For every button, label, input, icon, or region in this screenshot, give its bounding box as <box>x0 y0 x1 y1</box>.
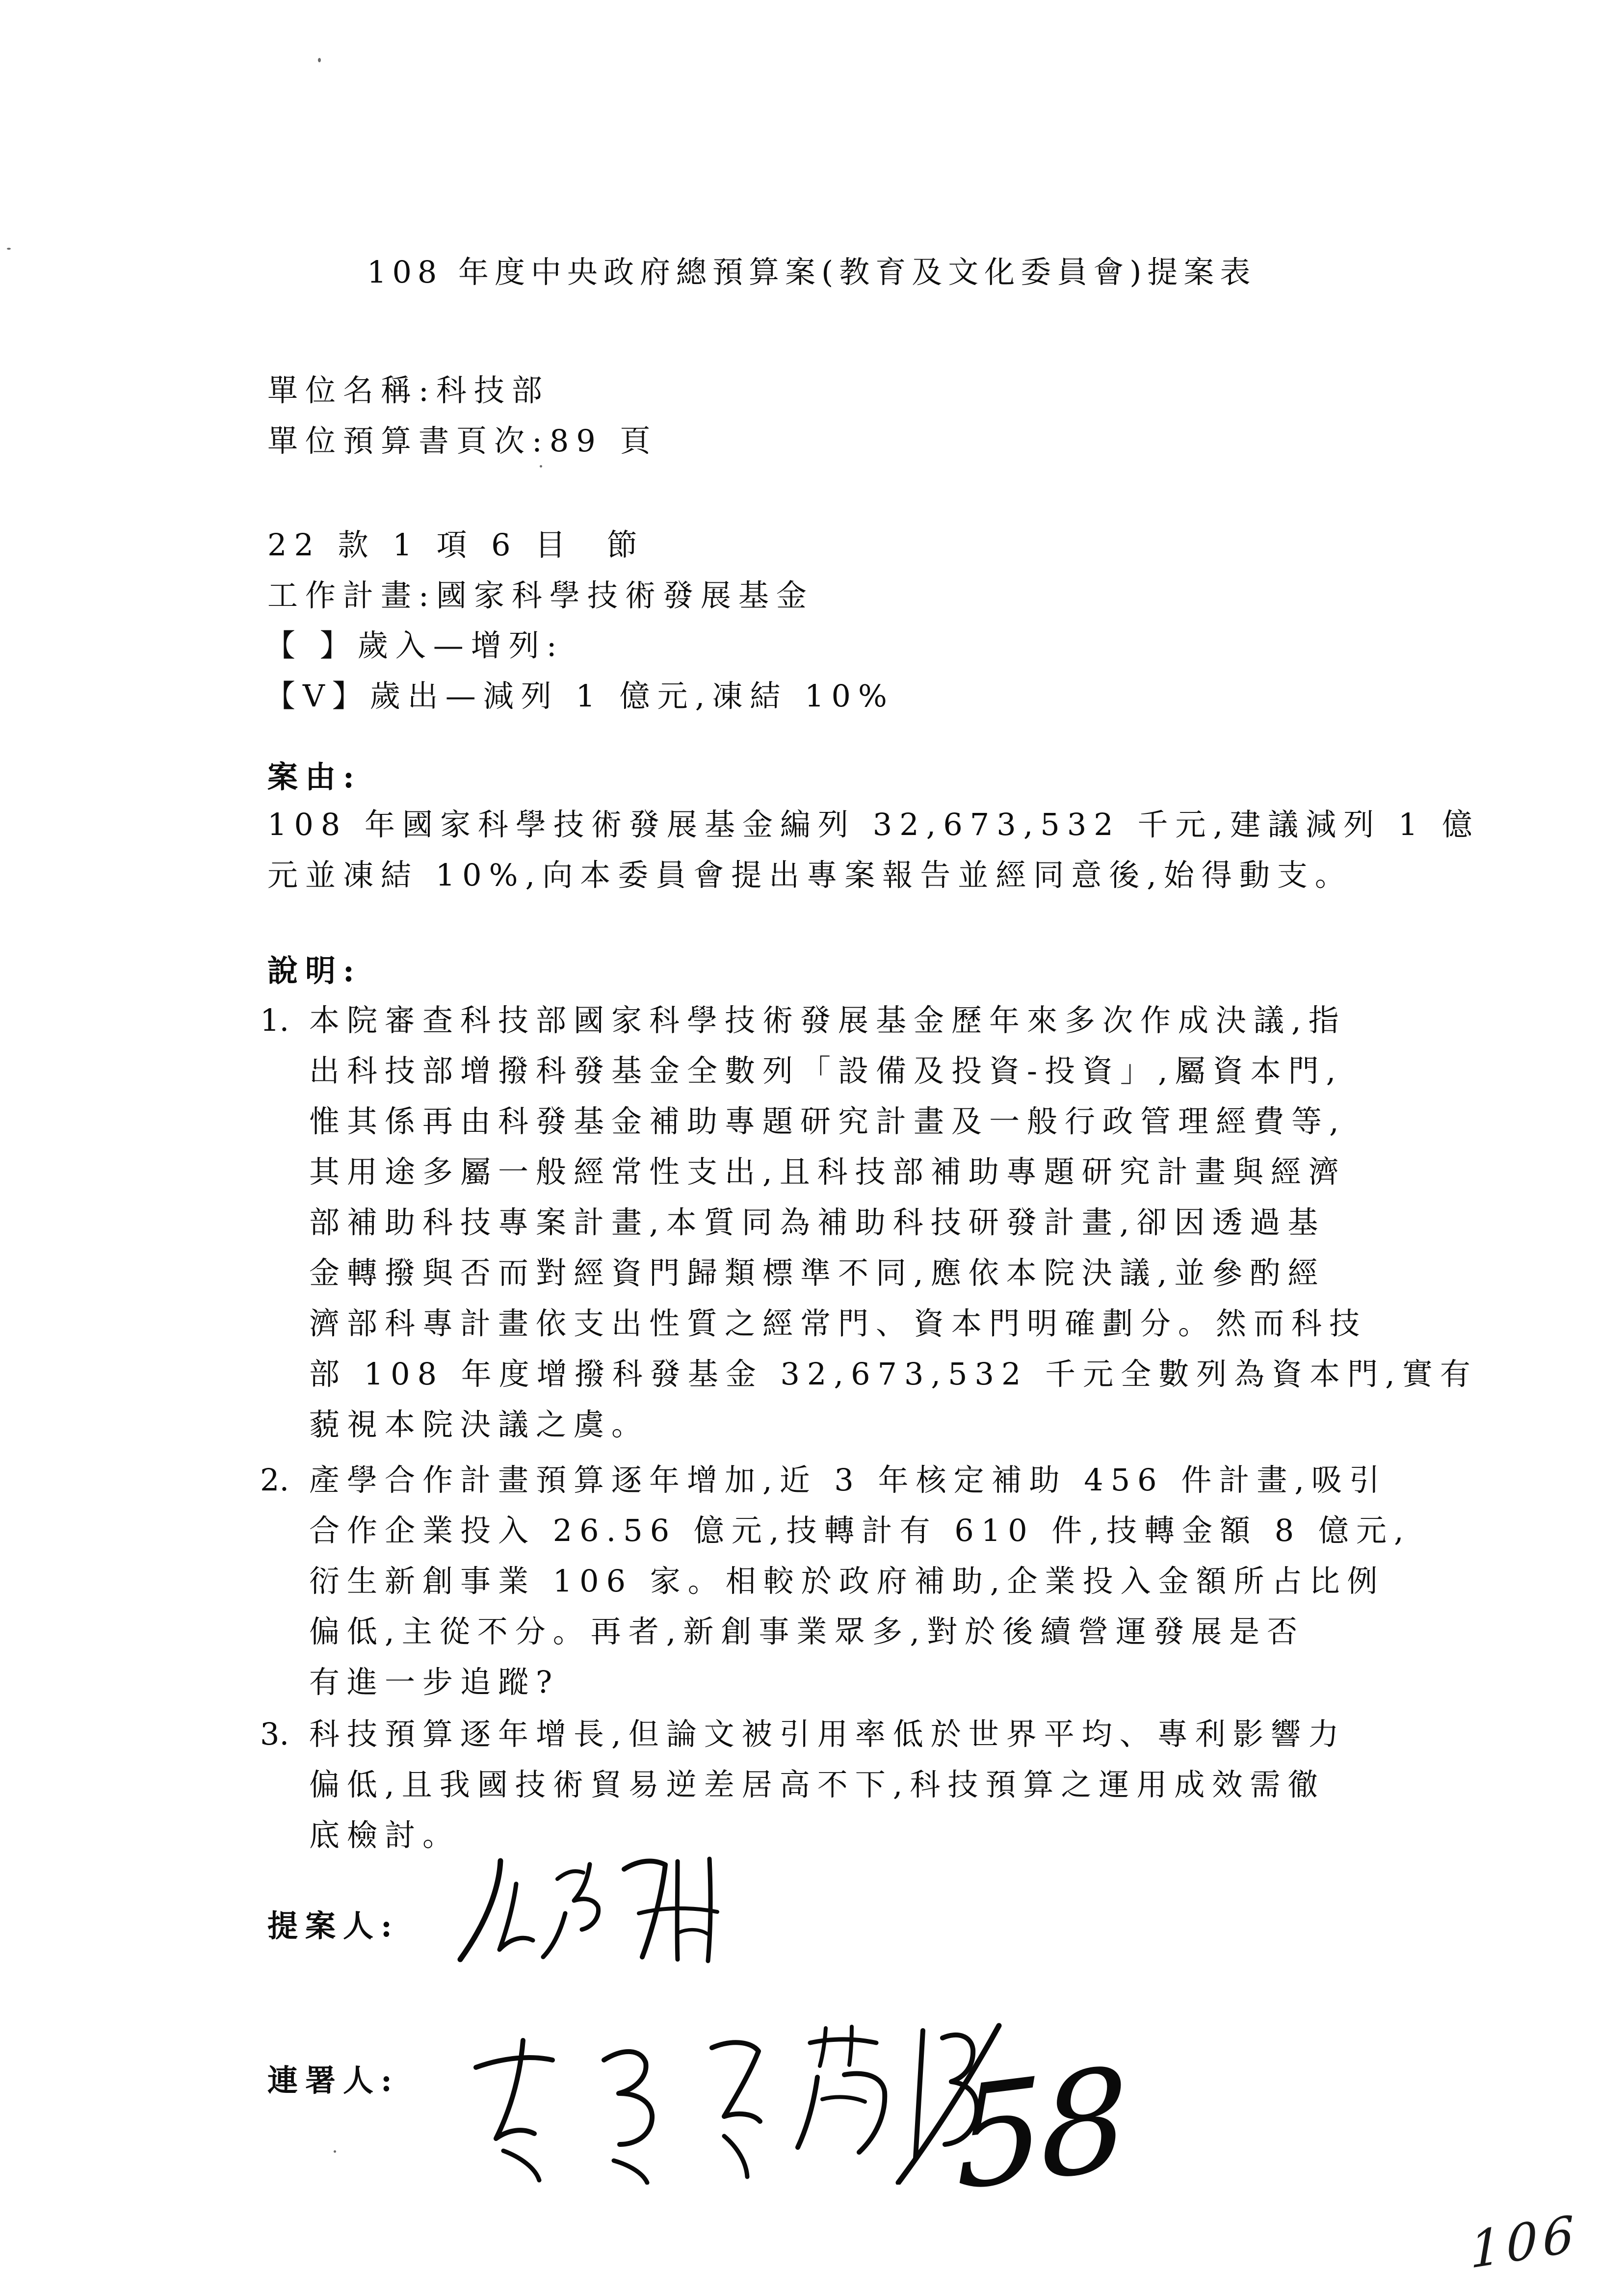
scan-speck <box>318 58 321 62</box>
explanation-item-2-line: 衍生新創事業 106 家。相較於政府補助,企業投入金額所占比例 <box>309 1563 1385 1599</box>
case-line-1: 108 年國家科學技術發展基金編列 32,673,532 千元,建議減列 1 億 <box>267 807 1480 842</box>
explanation-item-1-line: 部補助科技專案計畫,本質同為補助科技研發計畫,卻因透過基 <box>309 1204 1326 1240</box>
explanation-item-1-line: 其用途多屬一般經常性支出,且科技部補助專題研究計畫與經濟 <box>309 1154 1346 1190</box>
handwritten-page-number: 106 <box>1469 2204 1580 2281</box>
explanation-item-3 <box>260 1709 1403 1860</box>
handwritten-cosign-count: 58 <box>954 2037 1126 2222</box>
scan-speck <box>7 248 11 250</box>
explanation-item-2-line: 有進一步追蹤? <box>309 1664 560 1700</box>
proposer-label: 提案人: <box>267 1908 399 1944</box>
explanation-label: 說明: <box>267 953 362 989</box>
explanation-item-3-line: 底檢討。 <box>309 1817 461 1853</box>
explanation-item-1-line: 藐視本院決議之虞。 <box>309 1407 650 1442</box>
explanation-item-1-line: 金轉撥與否而對經資門歸類標準不同,應依本院決議,並參酌經 <box>309 1255 1326 1291</box>
explanation-item-2-line <box>260 1455 1403 1505</box>
budget-item-line: 22 款 1 項 6 目 節 <box>267 527 645 563</box>
explanation-item-2 <box>260 1455 1411 1707</box>
item-number: 2. <box>260 1462 289 1498</box>
unit-budget-page-line: 單位預算書頁次:89 頁 <box>267 423 658 459</box>
case-label: 案由: <box>267 759 362 795</box>
cosigner-label: 連署人: <box>267 2062 399 2098</box>
work-plan-line: 工作計畫:國家科學技術發展基金 <box>267 577 814 613</box>
proposer-signature <box>442 1853 756 1969</box>
explanation-item-1-line: 惟其係再由科發基金補助專題研究計畫及一般行政管理經費等, <box>309 1103 1346 1139</box>
explanation-item-1-line: 部 108 年度增撥科發基金 32,673,532 千元全數列為資本門,實有 <box>309 1356 1478 1392</box>
explanation-item-3-line <box>260 1709 1403 1759</box>
explanation-item-1-line: 出科技部增撥科發基金全數列「設備及投資-投資」,屬資本門, <box>309 1053 1343 1089</box>
cosigner-signatures <box>456 2020 1021 2185</box>
scan-speck <box>540 465 542 468</box>
revenue-option-line: 【 】歲入—增列: <box>265 627 564 663</box>
explanation-item-1 <box>260 995 1478 1450</box>
item-text: 產學合作計畫預算逐年增加,近 3 年核定補助 456 件計畫,吸引 <box>309 1462 1388 1498</box>
scan-speck <box>334 2150 336 2153</box>
expenditure-option-line: 【V】歲出—減列 1 億元,凍結 10% <box>265 678 894 714</box>
explanation-item-1-line <box>260 995 1403 1045</box>
page-title: 108 年度中央政府總預算案(教育及文化委員會)提案表 <box>367 254 1257 290</box>
unit-name-line: 單位名稱:科技部 <box>267 372 550 408</box>
explanation-item-1-line: 濟部科專計畫依支出性質之經常門、資本門明確劃分。然而科技 <box>309 1305 1367 1341</box>
explanation-item-2-line: 合作企業投入 26.56 億元,技轉計有 610 件,技轉金額 8 億元, <box>309 1513 1411 1548</box>
item-number: 3. <box>260 1716 289 1752</box>
explanation-item-2-line: 偏低,主從不分。再者,新創事業眾多,對於後續營運發展是否 <box>309 1614 1305 1649</box>
case-line-2: 元並凍結 10%,向本委員會提出專案報告並經同意後,始得動支。 <box>267 857 1353 893</box>
explanation-item-3-line: 偏低,且我國技術貿易逆差居高不下,科技預算之運用成效需徹 <box>309 1767 1326 1802</box>
item-text: 本院審查科技部國家科學技術發展基金歷年來多次作成決議,指 <box>309 1002 1346 1038</box>
item-number: 1. <box>260 1002 289 1038</box>
item-text: 科技預算逐年增長,但論文被引用率低於世界平均、專利影響力 <box>309 1716 1346 1752</box>
